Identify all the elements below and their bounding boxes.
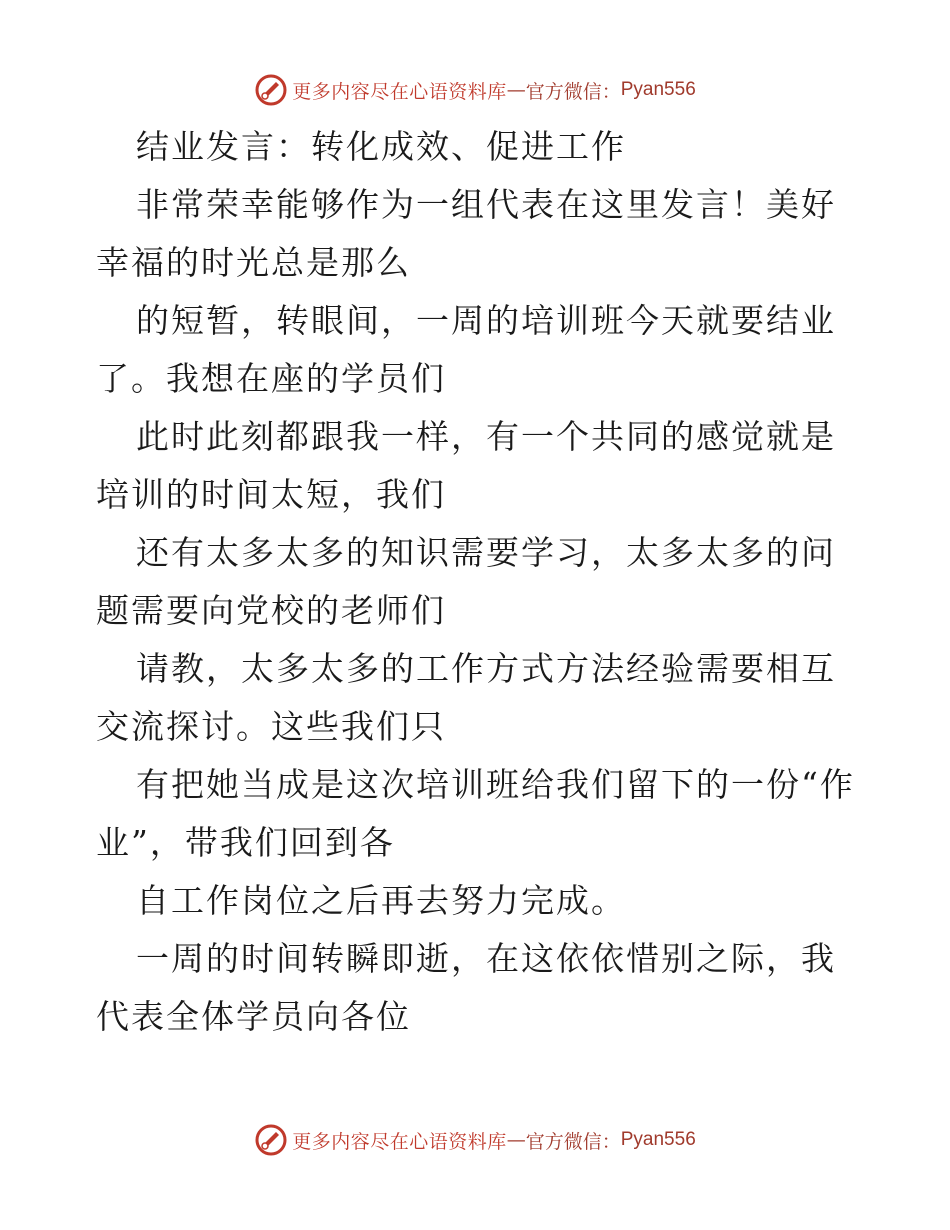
document-body [96,118,856,1046]
document-title: 结业发言：转化成效、促进工作 [136,127,626,166]
paragraph: 自工作岗位之后再去努力完成。 [136,881,626,920]
paragraph: 一周的时间转瞬即逝，在这依依惜别之际，我代表全体学员向各位 [96,939,836,1036]
banner-wechat-label: 官方微信： [525,80,621,103]
paragraph: 非常荣幸能够作为一组代表在这里发言！美好幸福的时光总是那么 [96,185,836,282]
header-banner [0,70,950,110]
banner-dash: — [506,79,526,101]
banner-text: 更多内容尽在心语资料库 [292,80,507,103]
paragraph: 请教，太多太多的工作方式方法经验需要相互交流探讨。这些我们只 [96,649,836,746]
banner-wechat-label: 官方微信： [525,1130,621,1153]
banner-wechat-id: Pyan556 [620,79,696,100]
banner-wechat-id: Pyan556 [620,1129,696,1150]
banner-text: 更多内容尽在心语资料库 [292,1130,507,1153]
brand-logo-icon [254,73,288,107]
paragraph: 还有太多太多的知识需要学习，太多太多的问题需要向党校的老师们 [96,533,836,630]
banner-dash: — [506,1129,526,1151]
paragraph: 的短暂，转眼间，一周的培训班今天就要结业了。我想在座的学员们 [96,301,836,398]
footer-banner [0,1120,950,1160]
paragraph: 有把她当成是这次培训班给我们留下的一份“作业”，带我们回到各 [96,765,855,862]
paragraph: 此时此刻都跟我一样，有一个共同的感觉就是培训的时间太短，我们 [96,417,836,514]
brand-logo-icon [254,1123,288,1157]
